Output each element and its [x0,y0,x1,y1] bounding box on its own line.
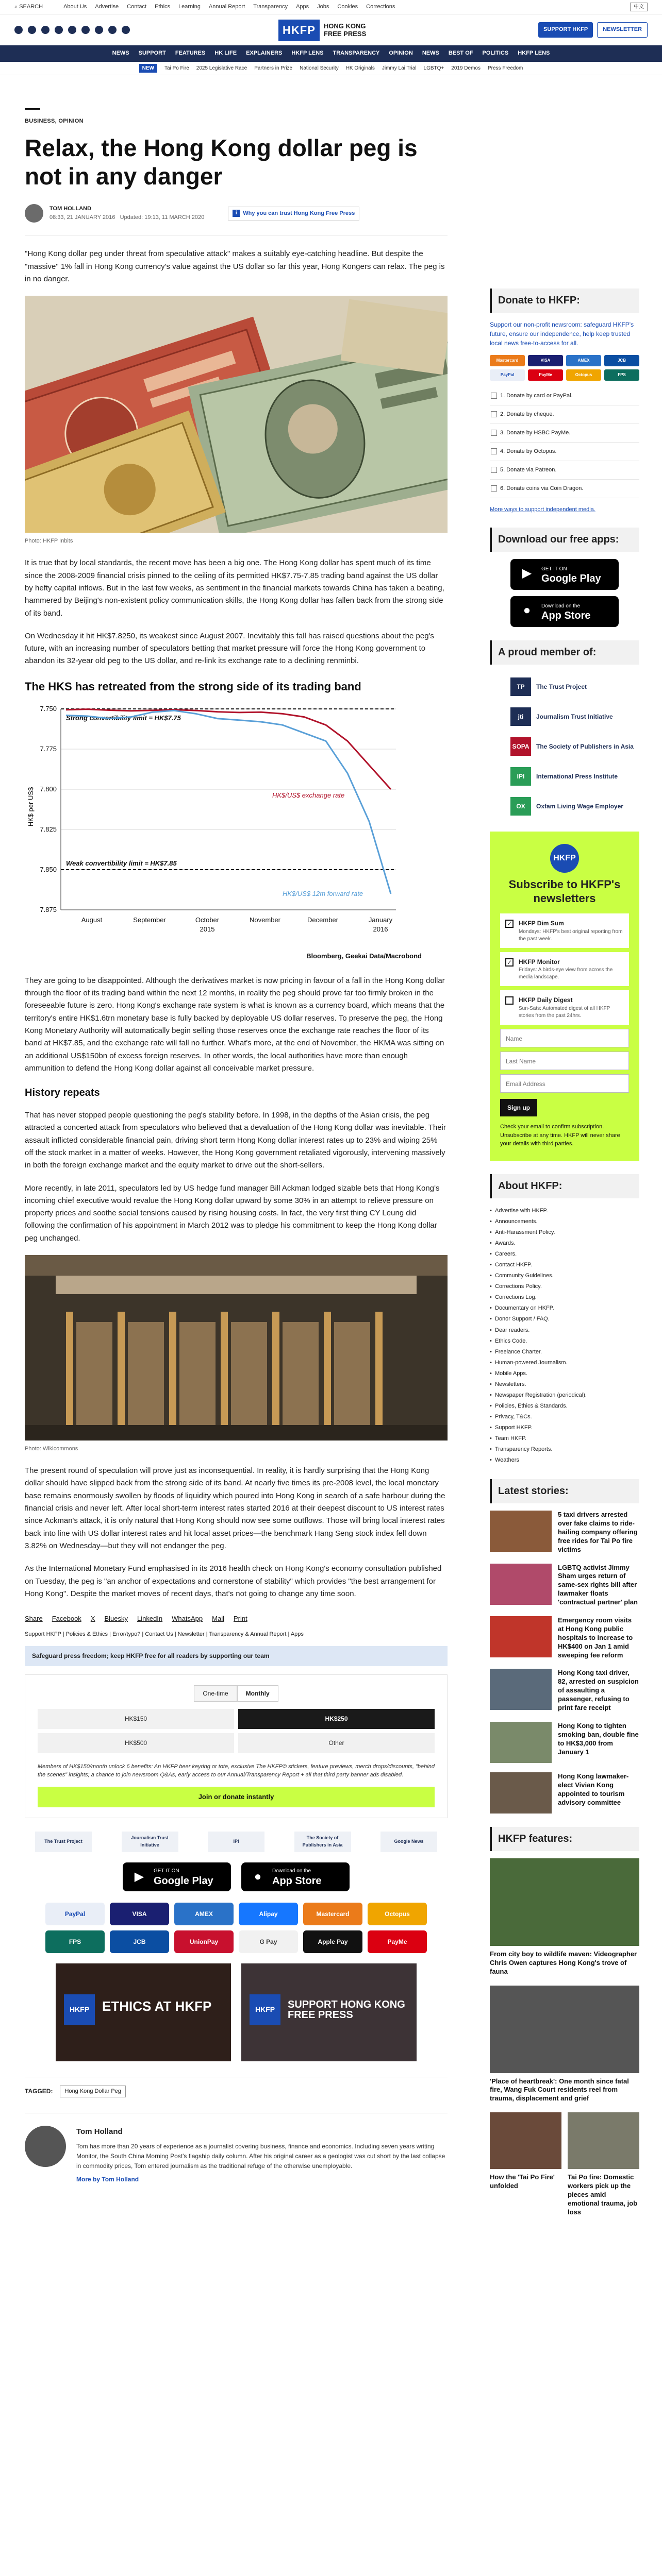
about-link[interactable]: • Team HKFP. [490,1433,639,1444]
member-logo[interactable] [490,732,639,761]
partner-logo[interactable]: The Society of Publishers in Asia [294,1832,351,1852]
feature-image[interactable] [490,1986,639,2073]
paragraph: "Hong Kong dollar peg under threat from speculative attack" makes a suitably eye-catching headline. But despite the "massive" 1% fall in Hong Kong currency's value against the US dollar so far this year, Hong Kongers can relax. The peg is in no danger. [25,249,445,284]
main-nav [0,45,662,62]
member-name: International Press Institute [536,773,618,781]
about-link[interactable]: • Newspaper Registration (periodical). [490,1390,639,1401]
badge-big-text: Google Play [154,1875,213,1887]
payment-logo: VISA [110,1903,169,1925]
trending-link[interactable]: Tai Po Fire [164,65,189,71]
x-tick-label: August [81,916,103,924]
site-logo[interactable] [278,20,366,41]
trending-link[interactable]: National Security [300,65,339,71]
feature-pair [490,2112,639,2226]
payment-logo: FPS [45,1930,105,1953]
newsletter-desc: Sun-Sats: Automated digest of all HKFP stories from the past 24hrs. [519,1005,610,1019]
story-title: Hong Kong to tighten smoking ban, double fine to HK$3,000 from January 1 [558,1721,639,1756]
nav-item[interactable]: TRANSPARENCY [333,50,380,57]
story-thumbnail [490,1616,552,1657]
x-tick-label: October [195,916,220,924]
sidebar-payment-logos [490,355,639,381]
monthly-tab[interactable]: Monthly [237,1685,278,1702]
telegram-icon[interactable] [108,26,117,34]
weak-limit-label: Weak convertibility limit = HK$7.85 [66,859,177,867]
feature-title[interactable]: From city boy to wildlife maven: Videographer Chris Owen captures Hong Kong's trove of fauna [490,1950,637,1975]
member-name: The Society of Publishers in Asia [536,743,634,751]
about-link[interactable]: • Dear readers. [490,1325,639,1336]
share-whatsapp-link[interactable]: WhatsApp [172,1615,203,1623]
badge-big-text: Google Play [541,573,601,585]
trending-bar [0,62,662,75]
trending-link[interactable]: Jimmy Lai Trial [382,65,417,71]
nav-item[interactable]: OPINION [389,50,413,57]
jti-icon: jti [510,707,531,726]
trust-project-icon: TP [510,677,531,696]
google-play-badge[interactable] [510,559,619,590]
payment-logo: Octopus [368,1903,427,1925]
about-link[interactable]: • Documentary on HKFP. [490,1303,639,1314]
trending-link[interactable]: LGBTQ+ [423,65,444,71]
email-input[interactable]: Email Address [500,1074,629,1093]
story-title: Emergency room visits at Hong Kong public hospitals to increase to HK$400 on Jan 1 amid sweeping fee reform [558,1616,633,1659]
utility-link[interactable]: Advertise [95,3,119,10]
newsletter-fineprint: Check your email to confirm subscription. Unsubscribe at any time. HKFP will never share your details with third parties. [500,1124,620,1147]
building-illustration [25,1255,448,1440]
about-link[interactable]: • Advertise with HKFP. [490,1206,639,1216]
latest-story[interactable] [490,1616,639,1659]
about-heading: About HKFP: [490,1174,639,1198]
utility-link[interactable]: About Us [63,3,87,10]
logo-line-2: FREE PRESS [323,30,367,38]
about-links [490,1206,639,1466]
payment-logo: Mastercard [303,1903,362,1925]
badge-small-text: Download on the [541,603,581,609]
payment-logo: PayPal [490,369,525,381]
utility-link[interactable]: Learning [178,3,201,10]
payment-methods [45,1903,427,1953]
signup-button[interactable]: Sign up [500,1099,537,1117]
trending-link[interactable]: 2019 Demos [451,65,481,71]
utility-link[interactable]: Annual Report [208,3,245,10]
newsletter-desc: Mondays: HKFP's best original reporting from the past week. [519,928,623,942]
about-link[interactable]: • Awards. [490,1238,639,1249]
donate-option[interactable]: 3. Donate by HSBC PayMe. [490,424,639,443]
member-name: Oxfam Living Wage Employer [536,803,623,810]
amount-option[interactable]: Other [238,1733,435,1753]
latest-story[interactable] [490,1564,639,1607]
badge-big-text: App Store [272,1875,322,1887]
paragraph: More recently, in late 2011, speculators led by US hedge fund manager Bill Ackman lodged sizable bets that Hong Kong's incoming chief executive would revalue the Hong Kong dollar upward by some 30% in an attempt to relieve pressure on property prices and soothe social tensions caused by rising housing costs. In fact, the very first thing CY Leung did following the confirmation of his appointment in March 2012 was to pledge his commitment to keep the Hong Kong dollar peg unchanged. [25,1183,440,1243]
about-link[interactable]: • Announcements. [490,1216,639,1227]
sidebar [490,289,639,2226]
payment-logo: JCB [110,1930,169,1953]
linkedin-icon[interactable] [95,26,103,34]
y-tick-label: 7.850 [40,865,57,873]
payment-logo: FPS [604,369,639,381]
sidebar-google-play [490,559,639,590]
share-bar [25,1614,448,1624]
latest-story[interactable] [490,1722,639,1763]
newsletter-option[interactable] [500,913,629,948]
author-box [25,2113,448,2184]
youtube-icon[interactable] [55,26,63,34]
support-banner[interactable]: Safeguard press freedom; keep HKFP free for all readers by supporting our team [25,1646,448,1666]
chart-y-label: HK$ per US$ [27,787,35,827]
share-label: Share [25,1615,43,1623]
story-title: Hong Kong taxi driver, 82, arrested on suspicion of assaulting a passenger, refusing to print fare receipt [558,1669,639,1712]
partner-logos [25,1832,448,1852]
nav-item[interactable]: NEWS [112,50,129,57]
logo-mark: HKFP [278,20,320,41]
about-link[interactable]: • Careers. [490,1249,639,1260]
one-time-tab[interactable]: One-time [194,1685,237,1702]
chart-source: Bloomberg, Geekai Data/Macrobond [306,952,422,960]
badge-small-text: Download on the [272,1868,311,1874]
facebook-icon[interactable] [14,26,23,34]
trending-link[interactable]: 2025 Legislative Race [196,65,247,71]
donate-button[interactable]: Join or donate instantly [38,1787,435,1807]
badge-big-text: App Store [541,610,591,622]
amount-option[interactable]: HK$500 [38,1733,234,1753]
amount-option[interactable]: HK$150 [38,1709,234,1729]
hkfp-mark: HKFP [64,1994,95,2025]
category-rule [25,108,40,110]
payment-logo: JCB [604,355,639,366]
more-by-author-link[interactable]: More by Tom Holland [76,2175,139,2183]
about-link[interactable]: • Donor Support / FAQ. [490,1314,639,1325]
donate-option[interactable]: 4. Donate by Octopus. [490,443,639,461]
author-box-name[interactable]: Tom Holland [76,2127,123,2136]
share-facebook-link[interactable]: Facebook [52,1615,81,1623]
updated-text: Updated: 19:13, 11 MARCH 2020 [120,214,205,221]
latest-story[interactable] [490,1772,639,1814]
ethics-promo[interactable] [56,1963,231,2061]
payment-logo: PayPal [45,1903,105,1925]
chart-x-ticks [81,916,393,933]
tag-chip[interactable]: Hong Kong Dollar Peg [60,2086,125,2097]
donate-option[interactable]: 2. Donate by cheque. [490,405,639,424]
latest-heading: Latest stories: [490,1479,639,1503]
logo-name [324,23,366,38]
latest-story[interactable] [490,1511,639,1554]
rss-icon[interactable] [122,26,130,34]
newsletter-desc: Fridays: A birds-eye view from across the media landscape. [519,967,613,980]
share-mail-link[interactable]: Mail [212,1615,224,1623]
newsletter-signup [490,832,639,1161]
share-bluesky-link[interactable]: Bluesky [104,1615,128,1623]
chart-y-ticks [40,705,57,913]
chart-canvas [25,699,422,951]
story-thumbnail [490,1511,552,1552]
banknotes-illustration [25,296,448,533]
article [25,108,448,2184]
byline [25,204,448,223]
chart-title: The HKS has retreated from the strong side of its trading band [25,680,361,693]
banknotes-photo [25,296,448,533]
x-tick-label: November [250,916,280,924]
payment-logo: UnionPay [174,1930,234,1953]
checkbox-checked[interactable]: ✓ [505,920,514,928]
paragraph: They are going to be disappointed. Although the derivatives market is now pricing in favour of a fall in the Hong Kong dollar through the floor of its trading band within the next 12 months, in reality the peg should prove far too firmly broken in the foreseeable future is zero. Hong Kong's exchange rate system is what is known as a currency board, which means that the territory's entire HK$1.6trn monetary base is fully backed by deployable US dollar reserves. To preserve the peg, the Hong Kong Monetary Authority will automatically begin selling those reserves once the exchange rate reaches the floor of its band at HK$7.85, and the exchange rate will fall no further. What's more, at the end of November, the HKMA was sitting on an additional US$150bn of excess foreign reserves. In other words, the local authorities have more than enough ammunition to defend the Hong Kong dollar against all conceivable market pressure. [25,976,445,1073]
sidebar-app-store [490,596,639,627]
donate-option[interactable]: 5. Donate via Patreon. [490,461,639,480]
app-store-badge[interactable] [510,596,619,627]
oxfam-icon: OX [510,797,531,816]
utility-link[interactable]: Cookies [337,3,358,10]
apple-icon: ● [254,1869,262,1884]
hkfp-mark: HKFP [250,1994,280,2025]
member-name: Journalism Trust Initiative [536,713,613,721]
story-thumbnail [490,1564,552,1605]
about-link[interactable]: • Newsletters. [490,1379,639,1390]
payment-logo: PayMe [528,369,563,381]
partner-logo[interactable]: IPI [208,1832,264,1852]
x-tick-sublabel: 2016 [373,925,388,933]
x-tick-label: September [133,916,166,924]
x-tick-label: January [368,916,393,924]
newsletter-button[interactable]: NEWSLETTER [597,22,648,37]
play-icon: ▶ [134,1869,144,1884]
tagged-label: TAGGED: [25,2088,53,2095]
newsletter-name: HKFP Daily Digest [519,996,573,1004]
feature-title[interactable]: Tai Po fire: Domestic workers pick up the pieces amid emotional trauma, job loss [568,2173,638,2216]
paragraph: It is true that by local standards, the recent move has been a big one. The Hong Kong dollar has spent much of its time since the 2008-2009 financial crisis pinned to the ceiling of its permitted HK$7.75-7.85 trading band against the US dollar by hefty capital inflows. But in the last few weeks, as sentiment in the financial markets towards China has taken a beating, hammered by Beijing's non-existent policy communication skills, the Hong Kong dollar has fallen back from the strong side of its band. [25,558,444,618]
nav-item[interactable]: HKFP LENS [518,50,550,57]
info-icon: i [233,210,240,217]
about-link[interactable]: • Mobile Apps. [490,1368,639,1379]
checkbox-checked[interactable]: ✓ [505,958,514,967]
utility-right [630,3,648,12]
promo-text: SUPPORT HONG KONG FREE PRESS [288,1998,405,2021]
member-name: The Trust Project [536,683,587,691]
y-tick-label: 7.775 [40,744,57,753]
checkbox[interactable] [505,996,514,1005]
strong-limit-label: Strong convertibility limit = HK$7.75 [66,714,181,722]
about-link[interactable]: • Ethics Code. [490,1336,639,1347]
about-link[interactable]: • Human-powered Journalism. [490,1358,639,1368]
google-play-badge[interactable] [123,1862,231,1891]
promo-banners [25,1963,448,2061]
member-heading: A proud member of: [490,640,639,665]
partner-logo[interactable]: The Trust Project [35,1832,92,1852]
apple-icon: ● [523,603,531,618]
trust-link-label: Why you can trust Hong Kong Free Press [243,210,355,216]
donation-widget [25,1674,448,1818]
about-link[interactable]: • Privacy, T&Cs. [490,1412,639,1422]
paragraph: As the International Monetary Fund emphasised in its 2016 health check on Hong Kong's economy consultation published on Tuesday, the peg is "an anchor of expectations and cornerstone of stability" which provides "the best arrangement for Hong Kong". Despite the market moves of recent days, that's not going to change any time soon. [25,1564,442,1598]
photo-caption: Photo: Wikicommons [25,1446,78,1452]
utility-link[interactable]: Apps [296,3,309,10]
feature-image[interactable] [490,1858,639,1946]
payment-logo: G Pay [239,1930,298,1953]
member-logo[interactable] [490,702,639,732]
search-label: SEARCH [19,3,43,10]
story-title: 5 taxi drivers arrested over fake claims to ride-hailing company offering free rides for Tai Po fire victims [558,1511,638,1553]
payment-logo: Mastercard [490,355,525,366]
frequency-toggle [38,1685,435,1702]
amount-options [38,1709,435,1753]
apps-heading: Download our free apps: [490,528,639,552]
tag-row [25,2077,448,2097]
about-link[interactable]: • Corrections Policy. [490,1281,639,1292]
payment-logo: Apple Pay [303,1930,362,1953]
story-thumbnail [490,1722,552,1763]
payment-logo: Octopus [566,369,601,381]
amount-option-selected[interactable]: HK$250 [238,1709,435,1729]
author-name[interactable]: TOM HOLLAND [49,206,92,212]
share-x-link[interactable]: X [90,1615,95,1623]
nav-item[interactable]: BEST OF [448,50,473,57]
feature-image[interactable] [568,2112,639,2169]
support-hkfp-button[interactable]: SUPPORT HKFP [538,22,593,37]
y-tick-label: 7.800 [40,785,57,793]
app-badges [25,1862,448,1891]
photo-caption: Photo: HKFP Inbits [25,538,73,545]
payment-logo: AMEX [174,1903,234,1925]
about-link[interactable]: • Community Guidelines. [490,1270,639,1281]
more-ways-link[interactable]: More ways to support independent media. [490,506,595,513]
newsletter-title: Subscribe to HKFP's newsletters [508,878,621,905]
nav-item[interactable]: HKFP LENS [291,50,324,57]
payment-logo: VISA [528,355,563,366]
site-header [0,14,662,45]
support-promo[interactable] [241,1963,417,2061]
exchange-rate-chart [25,678,422,961]
features-heading: HKFP features: [490,1827,639,1851]
utility-link[interactable]: Jobs [317,3,329,10]
partner-logo[interactable]: Journalism Trust Initiative [122,1832,178,1852]
app-store-badge[interactable] [241,1862,350,1891]
bluesky-icon[interactable] [81,26,90,34]
about-link[interactable]: • Anti-Harassment Policy. [490,1227,639,1238]
author-avatar [25,204,43,223]
first-name-input[interactable]: Name [500,1029,629,1047]
ipi-icon: IPI [510,767,531,786]
partner-logo[interactable]: Google News [380,1832,437,1852]
nav-item[interactable]: POLITICS [482,50,509,57]
trust-link[interactable] [228,207,359,221]
newsletter-name: HKFP Dim Sum [519,920,564,927]
x-tick-label: December [307,916,338,924]
member-logo[interactable] [490,761,639,791]
trending-link[interactable]: Press Freedom [487,65,523,71]
nav-item[interactable]: SUPPORT [138,50,166,57]
membership-benefits: Members of HK$150/month unlock 6 benefits: An HKFP beer keyring or tote, exclusive The HKFP© stickers, feature previews, merch drops/discounts, "behind the scenes" insights; a chance to join newsroom Q&As, early access to our Annual/Transparency Report + all that third party banner ads disabled. [38,1763,435,1778]
story-thumbnail [490,1772,552,1814]
about-link[interactable]: • Freelance Charter. [490,1347,639,1358]
about-link[interactable]: • Corrections Log. [490,1292,639,1303]
newsletter-name: HKFP Monitor [519,958,560,965]
utility-link[interactable]: Corrections [366,3,395,10]
latest-story[interactable] [490,1669,639,1712]
utility-link[interactable]: Transparency [253,3,288,10]
series-label-forward: HK$/US$ 12m forward rate [283,889,363,897]
hkma-building-photo [25,1255,448,1440]
paragraph: That has never stopped people questioning the peg's stability before. In 1998, in the depths of the Asian crisis, the peg attracted a concerted attack from speculators who believed that a devaluation of the Hong Kong dollar was inevitable. Their assault inflicted considerable financial pain, driving short term Hong Kong dollar interest rates up to 23% and wiping 25% off the stock market in a matter of weeks. However, the Hong Kong government retaliated vigorously, intervening massively in both the foreign exchange market and the equity market to drive out the short-sellers. [25,1111,446,1170]
about-link[interactable]: • Policies, Ethics & Standards. [490,1401,639,1412]
utility-link[interactable]: Ethics [155,3,171,10]
date-text: 08:33, 21 JANUARY 2016 [49,214,115,221]
donate-heading: Donate to HKFP: [490,289,639,313]
publish-date [49,213,204,222]
article-headline: Relax, the Hong Kong dollar peg is not in any danger [25,134,418,190]
search-link[interactable]: ⌕ SEARCH [14,3,43,10]
author-bio: Tom has more than 20 years of experience as a journalist covering business, finance and economics. Including seven years writing Monitor, the South China Morning Post's flagship daily column. After his original career as a geologist was cut short by the last collapse in commodity prices, Tom entered journalism as the traditional refuge of the otherwise unemployable. [76,2143,445,2170]
logo-line-1: HONG KONG [323,22,366,30]
nav-item[interactable]: FEATURES [175,50,206,57]
new-badge: NEW [139,64,157,73]
article-category[interactable]: BUSINESS, OPINION [25,118,84,124]
section-subheading: History repeats [25,1087,100,1099]
sopa-icon: SOPA [510,737,531,756]
instagram-icon[interactable] [41,26,49,34]
about-link[interactable]: • Contact HKFP. [490,1260,639,1270]
payment-logo: AMEX [566,355,601,366]
feature-title[interactable]: How the 'Tai Po Fire' unfolded [490,2173,555,2190]
donate-intro[interactable]: Support our non-profit newsroom: safeguard HKFP's future, ensure our independence, help keep trusted local news free-to-access for all. [490,321,634,347]
last-name-input[interactable]: Last Name [500,1052,629,1070]
utility-bar [0,0,662,14]
x-icon[interactable] [28,26,36,34]
support-links[interactable]: Support HKFP | Policies & Ethics | Error/typo? | Contact Us | Newsletter | Transparency & Annual Report | Apps [25,1631,304,1638]
y-tick-label: 7.825 [40,825,57,833]
donate-option[interactable]: 1. Donate by card or PayPal. [490,387,639,405]
trending-link[interactable]: HK Originals [345,65,375,71]
print-link[interactable]: Print [233,1615,247,1623]
feature-image[interactable] [490,2112,561,2169]
header-actions [538,22,648,37]
language-switch[interactable]: 中文 [630,3,648,12]
y-tick-label: 7.875 [40,905,57,913]
about-link[interactable]: • Support HKFP. [490,1422,639,1433]
series-label-spot: HK$/US$ exchange rate [272,791,345,799]
story-thumbnail [490,1669,552,1710]
trending-link[interactable]: Partners in Prize [254,65,293,71]
author-photo [25,2126,66,2167]
story-title: LGBTQ activist Jimmy Sham urges return of same-sex rights bill after lawmaker floats 'contractual partner' plan [558,1563,638,1606]
member-logo[interactable] [490,791,639,821]
nav-item[interactable]: NEWS [422,50,439,57]
newsletter-option[interactable] [500,990,629,1025]
social-icons [14,26,130,34]
payment-logo: PayMe [368,1930,427,1953]
threads-icon[interactable] [68,26,76,34]
about-link[interactable]: • Transparency Reports. [490,1444,639,1455]
share-linkedin-link[interactable]: LinkedIn [137,1615,163,1623]
member-logo[interactable] [490,672,639,702]
y-tick-label: 7.750 [40,704,57,713]
about-link[interactable]: • Weathers [490,1455,639,1466]
badge-small-text: GET IT ON [154,1868,179,1874]
nav-item[interactable]: EXPLAINERS [246,50,283,57]
promo-text: ETHICS AT HKFP [102,1998,212,2014]
donate-option[interactable]: 6. Donate coins via Coin Dragon. [490,480,639,498]
paragraph: On Wednesday it hit HK$7.8250, its weakest since August 2007. Inevitably this fall has raised questions about the peg's future, with an increasing number of speculators betting that market pressure will force the Hong Kong government to abandon its 32-year old peg to the US dollar, and re-link its exchange rate to a declining renminbi. [25,631,434,666]
x-tick-sublabel: 2015 [200,925,215,933]
story-title: Hong Kong lawmaker-elect Vivian Kong appointed to tourism advisory committee [558,1772,629,1806]
play-icon: ▶ [522,566,532,581]
utility-links [63,3,395,11]
payment-logo: Alipay [239,1903,298,1925]
badge-small-text: GET IT ON [541,566,567,572]
newsletter-badge: HKFP [550,844,579,873]
nav-item[interactable]: HK LIFE [214,50,237,57]
newsletter-option[interactable] [500,952,629,987]
utility-link[interactable]: Contact [127,3,147,10]
paragraph: The present round of speculation will prove just as inconsequential. In reality, it is hardly surprising that the Hong Kong dollar should have slipped back from the strong side of its band. At nearly five times its pre-2008 level, the local monetary base remains enormously swollen by floods of liquidity which poured into Hong Kong in search of a safe harbour during the financial crisis and never left. After local short-term interest rates started 2016 at their deepest discount to US interest rates since Ackman's attack, it is only natural that Hong Kong should now see some outflows. Those will bring local interest rates back into line with US dollar interest rates and hit local asset prices—the benchmark Hang Seng stock index fell down 3.82% on Wednesday—but they will not endanger the peg. [25,1466,445,1550]
feature-title[interactable]: 'Place of heartbreak': One month since fatal fire, Wang Fuk Court residents reel from trauma, displacement and grief [490,2077,629,2103]
